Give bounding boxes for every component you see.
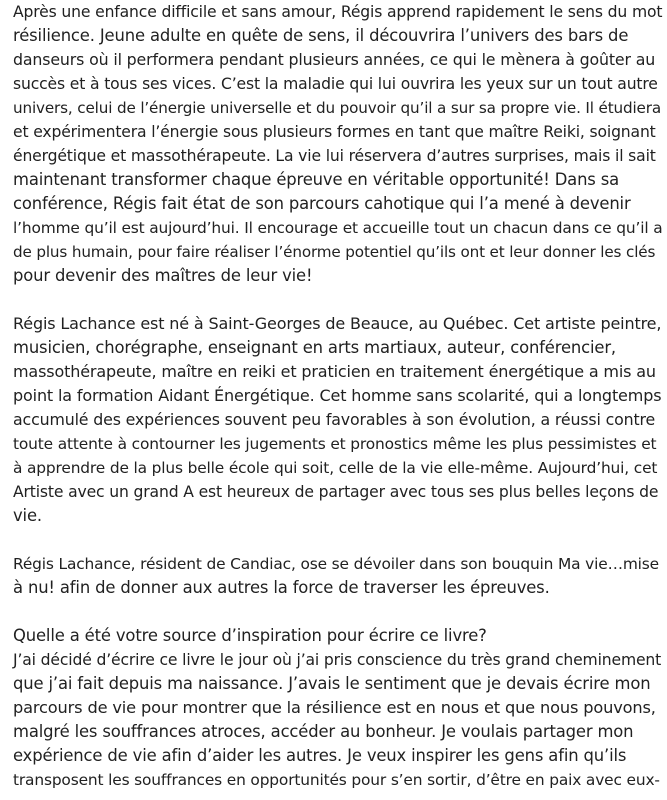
text-line: transposent les souffrances en opportunités pour s’en sortir, d’être en paix avec eux- [13, 771, 660, 789]
article-body [13, 0, 663, 792]
text-line: accumulé des expériences souvent peu favorables à son évolution, a réussi contre [13, 410, 656, 429]
text-line: à nu! afin de donner aux autres la force de traverser les épreuves. [13, 578, 550, 597]
text-line: de plus humain, pour faire réaliser l’énorme potentiel qu’ils ont et leur donner les clés [13, 243, 656, 261]
text-line: conférence, Régis fait état de son parcours cahotique qui l’a mené à devenir [13, 194, 631, 213]
text-line: point la formation Aidant Énergétique. Cet homme sans scolarité, qui a longtemps [13, 386, 662, 405]
text-line: Après une enfance difficile et sans amour, Régis apprend rapidement le sens du mot [13, 3, 663, 21]
text-line: résilience. Jeune adulte en quête de sens, il découvrira l’univers des bars de [13, 26, 629, 45]
paragraph-spacer [13, 288, 663, 312]
text-line: succès et à tous ses vices. C’est la maladie qui lui ouvrira les yeux sur un tout autre [13, 75, 658, 93]
text-line: vie. [13, 506, 42, 525]
text-line: Régis Lachance est né à Saint-Georges de Beauce, au Québec. Cet artiste peintre, [13, 314, 662, 333]
text-line: que j’ai fait depuis ma naissance. J’avais le sentiment que je devais écrire mon [13, 674, 651, 693]
paragraph-intro [13, 0, 663, 288]
text-line: l’homme qu’il est aujourd’hui. Il encourage et accueille tout un chacun dans ce qu’il a [13, 219, 663, 237]
paragraph-spacer [13, 600, 663, 624]
text-line: Artiste avec un grand A est heureux de partager avec tous ses plus belles leçons de [13, 483, 659, 501]
text-line: pour devenir des maîtres de leur vie! [13, 266, 313, 285]
text-line: danseurs où il performera pendant plusieurs années, ce qui le mènera à goûter au [13, 50, 656, 69]
paragraph-spacer [13, 528, 663, 552]
paragraph-book-intro [13, 552, 663, 600]
text-line: univers, celui de l’énergie universelle et du pouvoir qu’il a sur sa propre vie. Il étudiera [13, 99, 661, 117]
text-line: énergétique et massothérapeute. La vie lui réservera d’autres surprises, mais il sait [13, 147, 656, 165]
text-line: maintenant transformer chaque épreuve en véritable opportunité! Dans sa [13, 170, 620, 189]
text-line: parcours de vie pour montrer que la résilience est en nous et que nous pouvons, [13, 698, 656, 717]
paragraph-biography [13, 312, 663, 528]
interview-question: Quelle a été votre source d’inspiration pour écrire ce livre? [13, 626, 487, 645]
text-line: toute attente à contourner les jugements et pronostics même les plus pessimistes et [13, 435, 657, 453]
text-line: J’ai décidé d’écrire ce livre le jour où j’ai pris conscience du très grand cheminement [13, 651, 662, 669]
text-line: musicien, chorégraphe, enseignant en arts martiaux, auteur, conférencier, [13, 338, 616, 357]
text-line: Régis Lachance, résident de Candiac, ose se dévoiler dans son bouquin Ma vie…mise [13, 555, 659, 573]
text-line: massothérapeute, maître en reiki et praticien en traitement énergétique a mis au [13, 362, 656, 381]
paragraph-interview [13, 624, 663, 792]
text-line: malgré les souffrances atroces, accéder au bonheur. Je voulais partager mon [13, 722, 634, 741]
text-line: expérience de vie afin d’aider les autres. Je veux inspirer les gens afin qu’ils [13, 746, 627, 765]
text-line: et expérimentera l’énergie sous plusieurs formes en tant que maître Reiki, soignant [13, 123, 656, 141]
text-line: à apprendre de la plus belle école qui soit, celle de la vie elle-même. Aujourd’hui, cet [13, 459, 658, 477]
